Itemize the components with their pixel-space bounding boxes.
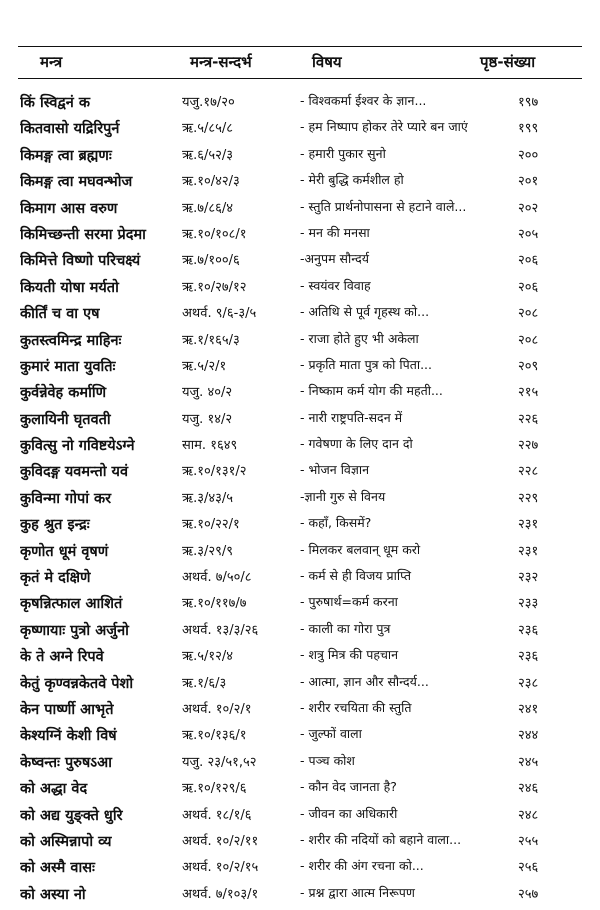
subject-text: - शरीर रचयिता की स्तुति [300,699,412,715]
table-row [0,248,600,274]
column-header-mantra-reference: मन्त्र-सन्दर्भ [190,53,252,71]
table-row [0,222,600,248]
page-number: २४५ [518,754,539,770]
table-row [0,591,600,617]
page-number: २०६ [518,253,539,269]
table-row [0,116,600,142]
table-row [0,169,600,195]
mantra-reference: ऋ.५/२/१ [182,358,227,374]
table-row [0,671,600,697]
mantra-text: किमङ्ग त्वा ब्रह्मणः [20,147,112,164]
subject-text: - अतिथि से पूर्व गृहस्थ को... [300,304,430,320]
mantra-reference: ऋ.१०/२२/१ [182,517,240,533]
page-number: २०८ [518,332,539,348]
table-row [0,539,600,565]
page-number: २२८ [518,464,539,480]
mantra-text: केतुं कृण्वन्नकेतवे पेशो [20,675,134,692]
mantra-text: को अस्मै वासः [20,860,95,877]
page-number: २५७ [518,886,539,902]
mantra-text: कुविन्मा गोपां कर [20,490,112,507]
mantra-reference: ऋ.१/१६५/३ [182,332,240,348]
subject-text: - कर्म से ही विजय प्राप्ति [300,568,412,584]
table-row [0,459,600,485]
page-number: २०५ [518,226,539,242]
column-header-page-number: पृष्ठ-संख्या [480,53,536,71]
column-header-mantra: मन्त्र [40,53,63,71]
mantra-reference: ऋ.५/८५/८ [182,121,234,137]
mantra-text: कितवासो यद्रिरिपुर्न [20,121,120,138]
table-row [0,380,600,406]
mantra-text: कुलायिनी घृतवती [20,411,111,428]
page-number: २२६ [518,411,539,427]
subject-text: - शरीर की अंग रचना को... [300,858,424,874]
table-row [0,803,600,829]
subject-text: - काली का गोरा पुत्र [300,620,391,636]
subject-text: - गवेषणा के लिए दान दो [300,436,413,452]
subject-text: - कौन वेद जानता है? [300,779,397,795]
subject-text: - पुरुषार्थ=कर्म करना [300,594,398,610]
table-row [0,723,600,749]
mantra-reference: ऋ.१०/४२/३ [182,174,240,190]
table-row [0,143,600,169]
subject-text: - शरीर की नदियों को बहाने वाला... [300,831,462,847]
page-number: २५६ [518,860,539,876]
page-number: २३६ [518,622,539,638]
mantra-reference: यजु.१७/२० [182,95,235,110]
subject-text: - पञ्च कोश [300,752,355,768]
mantra-reference: ऋ.१०/१२९/६ [182,781,247,797]
mantra-text: को अस्मिन्नापो व्य [20,833,112,850]
mantra-text: कृतं मे दक्षिणे [20,570,91,587]
mantra-text: कुह श्रुत इन्द्रः [20,517,90,534]
subject-text: - राजा होते हुए भी अकेला [300,330,419,346]
page-number: २३३ [518,596,539,612]
mantra-reference: ऋ.७/१००/६ [182,253,240,269]
index-table-body [0,90,600,908]
table-row [0,407,600,433]
subject-text: - कहाँ, किसमें? [300,515,372,531]
page-number: २०६ [518,279,539,295]
page-number: २४१ [518,701,539,717]
page-number: २३८ [518,675,539,691]
subject-text: -ज्ञानी गुरु से विनय [300,488,386,504]
subject-text: - मिलकर बलवान् धूम करो [300,541,421,557]
page-number: १९९ [518,121,539,137]
header-bottom-rule [18,78,582,79]
table-row [0,90,600,116]
subject-text: - नारी राष्ट्रपति-सदन में [300,409,403,425]
table-row [0,776,600,802]
subject-text: -अनुपम सौन्दर्य [300,251,369,267]
mantra-text: कृषन्नित्फाल आशितं [20,596,123,613]
mantra-text: केश्यग्निं केशी विषं [20,728,117,745]
subject-text: - स्तुति प्रार्थनोपासना से हटाने वाले... [300,198,467,214]
subject-text: - मन की मनसा [300,224,370,240]
page-number: २०० [518,147,539,163]
mantra-text: किमित्ते विष्णो परिचक्ष्यं [20,253,141,270]
page-number: २०२ [518,200,539,216]
table-row [0,275,600,301]
mantra-reference: अथर्व. १०/२/११ [182,833,259,849]
mantra-text: केष्वन्तः पुरुषऽआ [20,754,112,771]
mantra-reference: अथर्व. १३/३/२६ [182,622,259,638]
mantra-reference: ऋ.३/४३/५ [182,490,234,506]
subject-text: - मेरी बुद्धि कर्मशील हो [300,172,404,188]
page-number: १९७ [518,95,539,110]
subject-text: - स्वयंवर विवाह [300,277,371,293]
table-row [0,196,600,222]
mantra-reference: अथर्व. ९/६-३/५ [182,306,257,322]
mantra-reference: ऋ.१०/१३१/२ [182,464,247,480]
mantra-text: के ते अग्ने रिपवे [20,649,104,666]
mantra-reference: अथर्व. ७/१०३/१ [182,886,259,902]
mantra-reference: यजु. २३/५१,५२ [182,754,257,770]
table-row [0,618,600,644]
table-row [0,829,600,855]
mantra-text: कृष्णायाः पुत्रो अर्जुनो [20,622,129,639]
subject-text: - प्रश्न द्वारा आत्म निरूपण [300,884,415,900]
page-number: २५५ [518,833,539,849]
subject-text: - जीवन का अधिकारी [300,805,398,821]
mantra-reference: ऋ.१०/१३६/१ [182,728,247,744]
column-header-subject: विषय [312,53,342,71]
table-row [0,644,600,670]
mantra-reference: अथर्व. ७/५०/८ [182,570,252,586]
page-number: २२७ [518,438,539,454]
mantra-reference: ऋ.३/२९/९ [182,543,234,559]
table-row [0,301,600,327]
table-row [0,328,600,354]
page-number: २३२ [518,570,539,586]
page-number: २४८ [518,807,539,823]
mantra-text: कृणोत धूमं वृषणं [20,543,109,560]
mantra-reference: साम. १६४९ [182,438,238,454]
mantra-reference: अथर्व. १०/२/१ [182,701,252,717]
subject-text: - आत्मा, ज्ञान और सौन्दर्य... [300,673,429,689]
mantra-text: कियती योषा मर्यतो [20,279,119,296]
table-row [0,882,600,908]
mantra-text: किमङ्ग त्वा मघवन्भोज [20,174,133,191]
mantra-text: कुमारं माता युवतिः [20,358,116,375]
mantra-text: कीर्तिं च वा एष [20,306,100,323]
table-row [0,512,600,538]
mantra-text: कुवित्सु नो गविष्टयेऽग्ने [20,438,135,455]
subject-text: - प्रकृति माता पुत्र को पिता... [300,356,432,372]
subject-text: - हम निष्पाप होकर तेरे प्यारे बन जाएं [300,119,468,135]
mantra-reference: अथर्व. १०/२/१५ [182,860,259,876]
mantra-reference: ऋ.५/१२/४ [182,649,234,665]
header-top-rule [18,46,582,47]
mantra-reference: ऋ.१०/११७/७ [182,596,247,612]
mantra-text: को अस्या नो [20,886,86,903]
table-row [0,354,600,380]
mantra-text: कुर्वन्नेवेह कर्माणि [20,385,107,402]
page-number: २०१ [518,174,539,190]
mantra-text: को अद्धा वेद [20,781,88,798]
mantra-text: किं स्विद्वनं क [20,95,90,111]
mantra-reference: ऋ.१०/२७/१२ [182,279,247,295]
mantra-text: केन पार्ष्णी आभृते [20,701,114,718]
mantra-text: किमाग आस वरुण [20,200,118,217]
page-number: २२९ [518,490,539,506]
mantra-reference: ऋ.६/५२/३ [182,147,234,163]
page-number: २०८ [518,306,539,322]
mantra-reference: ऋ.७/८६/४ [182,200,234,216]
table-row [0,565,600,591]
subject-text: - हमारी पुकार सुनो [300,145,386,161]
table-row [0,855,600,881]
mantra-reference: ऋ.१०/१०८/१ [182,226,247,242]
page-number: २३१ [518,517,539,533]
mantra-reference: ऋ.१/६/३ [182,675,227,691]
page-number: २३६ [518,649,539,665]
subject-text: - विश्वकर्मा ईश्वर के ज्ञान... [300,93,427,108]
page-number: २३१ [518,543,539,559]
subject-text: - भोजन विज्ञान [300,462,370,478]
page-number: २४४ [518,728,539,744]
page-number: २४६ [518,781,539,797]
mantra-reference: अथर्व. १८/१/६ [182,807,252,823]
table-row [0,697,600,723]
page-number: २१५ [518,385,539,401]
table-row [0,750,600,776]
mantra-text: कुविदङ्ग यवमन्तो यवं [20,464,129,481]
table-row [0,486,600,512]
page-number: २०९ [518,358,539,374]
subject-text: - निष्काम कर्म योग की महती... [300,383,443,399]
subject-text: - जुल्फों वाला [300,726,362,742]
mantra-reference: यजु. ४०/२ [182,385,233,401]
mantra-text: किमिच्छन्ती सरमा प्रेदमा [20,226,146,243]
mantra-text: को अद्य युङ्क्ते धुरि [20,807,123,824]
mantra-text: कुतस्त्वमिन्द्र माहिनः [20,332,122,349]
table-row [0,433,600,459]
subject-text: - शत्रु मित्र की पहचान [300,647,399,663]
mantra-reference: यजु. १४/२ [182,411,233,427]
